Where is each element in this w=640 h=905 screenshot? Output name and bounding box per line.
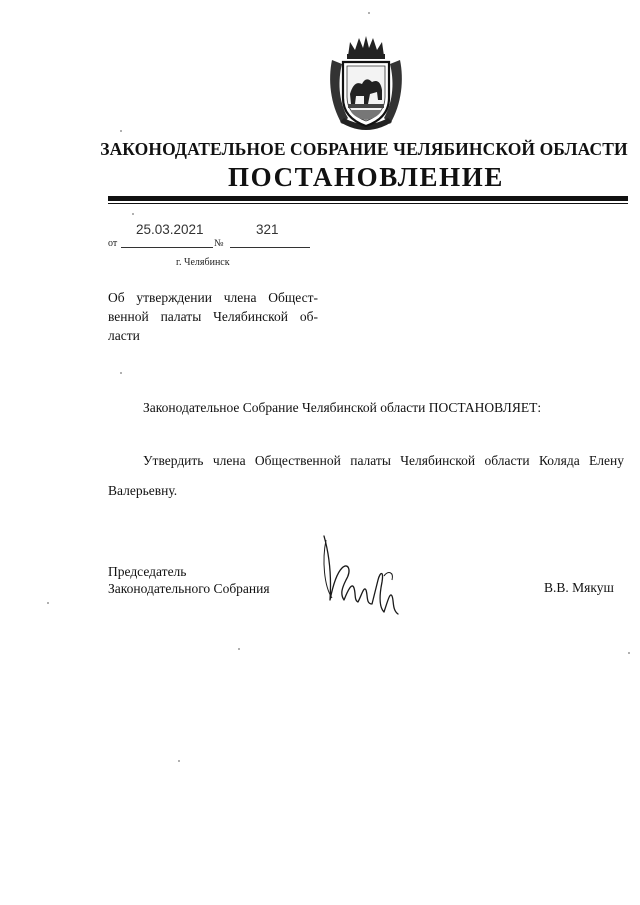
header-divider-thin [108, 203, 628, 204]
header-divider-thick [108, 196, 628, 201]
signatory-position-line-2: Законодательного Собрания [108, 581, 270, 596]
document-date: 25.03.2021 [136, 222, 204, 237]
number-field-label: № [214, 238, 224, 249]
signatory-name: В.В. Мякуш [544, 580, 614, 595]
document-number: 321 [256, 222, 279, 237]
document-type-title: ПОСТАНОВЛЕНИЕ [228, 162, 504, 192]
coat-of-arms-emblem-icon [326, 34, 406, 136]
date-field-label: от [108, 238, 118, 249]
resolution-paragraph: Утвердить члена Общественной палаты Челябинской области Коляда Елену Валерьевну. [108, 453, 624, 498]
handwritten-signature [318, 530, 413, 630]
document-subject: Об утверждении члена Общест-венной палаты Челябинской об-ласти [108, 290, 318, 343]
date-field-line [121, 247, 213, 248]
signatory-position [108, 563, 270, 597]
signatory-position-line-1: Председатель [108, 564, 187, 579]
city-label: г. Челябинск [176, 257, 230, 268]
number-field-line [230, 247, 310, 248]
preamble-text: Законодательное Собрание Челябинской области ПОСТАНОВЛЯЕТ: [143, 400, 542, 415]
organization-name: ЗАКОНОДАТЕЛЬНОЕ СОБРАНИЕ ЧЕЛЯБИНСКОЙ ОБЛАСТИ [100, 139, 628, 159]
